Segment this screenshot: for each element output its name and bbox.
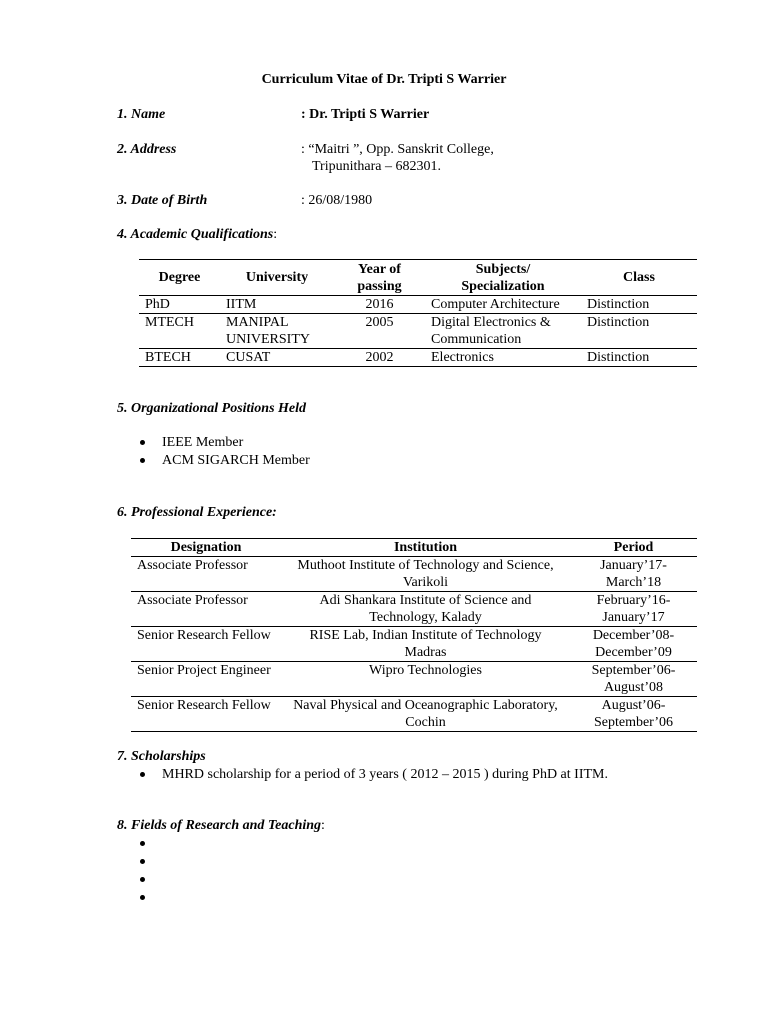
header-designation: Designation xyxy=(170,540,242,555)
period-cell: December’08-December’09 xyxy=(592,628,675,660)
university-cell: CUSAT xyxy=(226,350,271,365)
scholarships-heading: 7. Scholarships xyxy=(117,749,206,764)
dob-value: : 26/08/1980 xyxy=(301,193,373,208)
header-degree: Degree xyxy=(158,270,201,285)
academic-heading-text: 4. Academic Qualifications xyxy=(117,227,274,242)
designation-cell: Associate Professor xyxy=(137,558,248,573)
address-label: 2. Address xyxy=(117,142,177,157)
header-university: University xyxy=(245,270,309,285)
university-cell: IITM xyxy=(226,297,257,312)
table-row xyxy=(139,349,697,367)
experience-header-row xyxy=(131,539,697,557)
header-institution: Institution xyxy=(393,540,458,555)
experience-heading-text: 6. Professional Experience xyxy=(117,505,273,520)
fields-heading xyxy=(117,817,325,834)
header-subjects-line-2: Specialization xyxy=(461,278,545,294)
institution-cell: Adi Shankara Institute of Science and Technology, Kalady xyxy=(319,593,532,625)
subject-cell: Digital Electronics & Communication xyxy=(431,315,551,347)
list-item: ACM SIGARCH Member xyxy=(162,453,310,468)
experience-heading-colon: : xyxy=(272,505,277,520)
name-label: 1. Name xyxy=(117,107,166,122)
address-line-1: : “Maitri ”, Opp. Sanskrit College, xyxy=(301,142,494,157)
institution-cell: Muthoot Institute of Technology and Science, Varikoli xyxy=(297,558,554,590)
header-subjects xyxy=(425,260,581,296)
name-value: : Dr. Tripti S Warrier xyxy=(301,107,430,122)
period-cell: January’17-March’18 xyxy=(600,558,667,590)
fields-heading-colon: : xyxy=(321,818,325,833)
list-item: MHRD scholarship for a period of 3 years ( 2012 – 2015 ) during PhD at IITM. xyxy=(162,766,632,783)
table-row xyxy=(131,662,697,697)
positions-heading: 5. Organizational Positions Held xyxy=(117,401,307,416)
class-cell: Distinction xyxy=(587,315,650,330)
institution-cell: Naval Physical and Oceanographic Laboratory, Cochin xyxy=(293,698,558,730)
document-title: Curriculum Vitae of Dr. Tripti S Warrier xyxy=(261,72,507,87)
subject-cell: Electronics xyxy=(431,350,494,365)
designation-cell: Associate Professor xyxy=(137,593,248,608)
designation-cell: Senior Research Fellow xyxy=(137,628,271,643)
table-row xyxy=(139,314,697,349)
positions-list xyxy=(162,434,310,470)
class-cell: Distinction xyxy=(587,350,650,365)
degree-cell: BTECH xyxy=(145,350,191,365)
period-cell: September’06-August’08 xyxy=(591,663,676,695)
fields-heading-text: 8. Fields of Research and Teaching xyxy=(117,818,322,833)
header-year xyxy=(334,260,425,296)
table-row xyxy=(139,296,697,314)
degree-cell: MTECH xyxy=(145,315,194,330)
institution-cell: Wipro Technologies xyxy=(369,663,482,678)
professional-experience-table xyxy=(131,538,697,732)
header-class: Class xyxy=(623,270,655,285)
year-cell: 2016 xyxy=(365,297,394,312)
header-period: Period xyxy=(613,540,654,555)
class-cell: Distinction xyxy=(587,297,650,312)
subject-cell: Computer Architecture xyxy=(431,297,560,312)
designation-cell: Senior Project Engineer xyxy=(137,663,271,678)
degree-cell: PhD xyxy=(145,297,170,312)
university-cell: MANIPAL UNIVERSITY xyxy=(226,315,310,347)
table-row xyxy=(131,557,697,592)
academic-heading-colon: : xyxy=(273,227,278,242)
period-cell: February’16-January’17 xyxy=(596,593,671,625)
table-row xyxy=(131,592,697,627)
period-cell: August’06-September’06 xyxy=(593,698,674,730)
academic-qualifications-table xyxy=(139,259,697,367)
year-cell: 2005 xyxy=(365,315,394,330)
year-cell: 2002 xyxy=(365,350,394,365)
address-line-2: Tripunithara – 682301. xyxy=(312,159,441,174)
experience-heading xyxy=(117,504,277,521)
designation-cell: Senior Research Fellow xyxy=(137,698,271,713)
dob-label: 3. Date of Birth xyxy=(117,193,208,208)
table-row xyxy=(131,697,697,732)
list-item: IEEE Member xyxy=(162,434,310,452)
table-row xyxy=(131,627,697,662)
academic-heading xyxy=(117,226,277,243)
scholarships-list xyxy=(162,766,632,783)
institution-cell: RISE Lab, Indian Institute of Technology Madras xyxy=(309,628,542,660)
header-year-line-2: passing xyxy=(357,278,402,294)
header-year-line-1: Year of xyxy=(358,261,401,277)
header-subjects-line-1: Subjects/ xyxy=(475,261,531,277)
academic-header-row xyxy=(139,260,697,296)
